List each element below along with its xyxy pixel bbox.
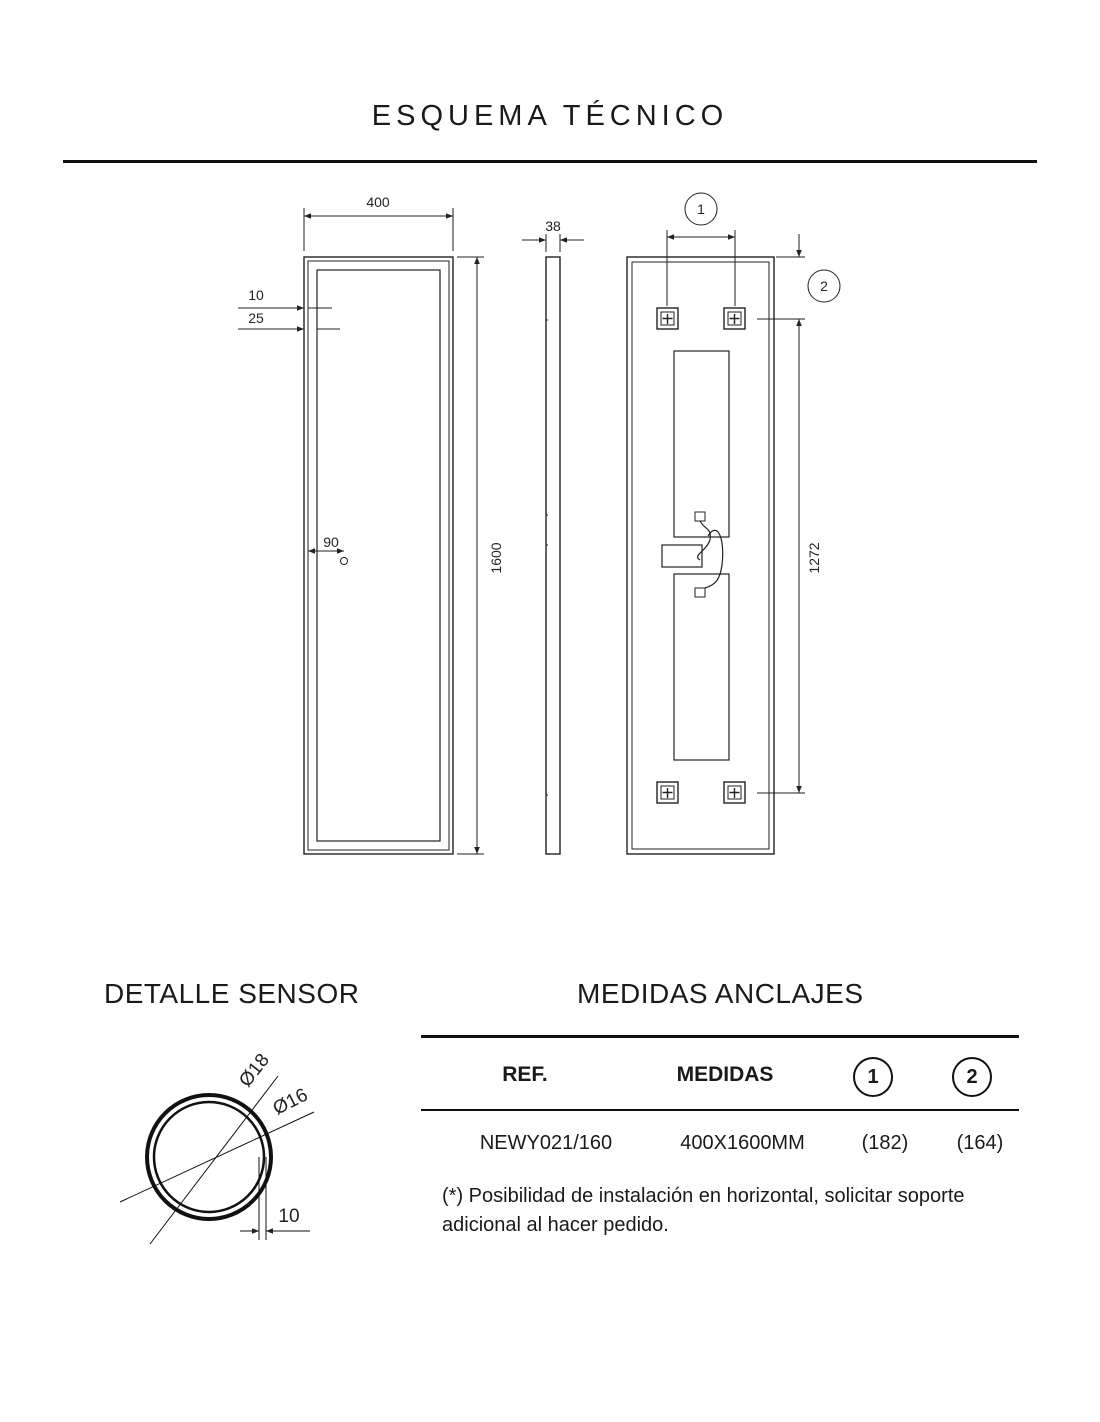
col-1-header: 1: [853, 1057, 893, 1097]
sensor-inner-diameter: Ø16: [269, 1084, 312, 1120]
row-anchor-1: (182): [861, 1132, 909, 1154]
front-view: [304, 257, 453, 854]
dim-inset: 25: [248, 310, 264, 326]
front-inner-frame: [308, 261, 449, 850]
driver-box-bottom: [674, 574, 729, 760]
cable-clip-bottom: [695, 588, 705, 597]
dim-width: 400: [366, 194, 390, 210]
side-view: [546, 257, 560, 854]
callout-2-label: 2: [820, 278, 828, 294]
cable: [698, 521, 711, 560]
dim-sensor-offset: 90: [323, 534, 339, 550]
col-2-header: 2: [952, 1057, 992, 1097]
back-view: [627, 257, 774, 854]
sensor-outer-ring: [147, 1095, 271, 1219]
callout-1-label: 1: [697, 201, 705, 217]
dim-height: 1600: [488, 542, 504, 574]
dim-anchor-spacing: 1272: [806, 542, 822, 574]
sensor-mark: [341, 558, 348, 565]
anchor-bottom-left: [657, 782, 678, 803]
table-top-rule: [421, 1035, 1019, 1038]
cable-clip-top: [695, 512, 705, 521]
side-profile: [546, 257, 560, 854]
anchor-bottom-right: [724, 782, 745, 803]
connector-block: [662, 545, 702, 567]
back-dimensions: [667, 193, 840, 793]
driver-box-top: [674, 351, 729, 537]
front-dimensions: [238, 208, 484, 854]
row-ref: NEWY021/160: [479, 1132, 613, 1154]
row-anchor-2: (164): [956, 1132, 1004, 1154]
sensor-inner-ring: [154, 1102, 264, 1212]
anchors-section-title: MEDIDAS ANCLAJES: [577, 978, 864, 1009]
front-glass-edge: [317, 270, 440, 841]
installation-note: (*) Posibilidad de instalación en horizontal, solicitar soporte adicional al hacer pedido.: [442, 1185, 965, 1236]
front-outer-frame: [304, 257, 453, 854]
row-medidas: 400X1600MM: [680, 1132, 805, 1154]
dim-frame: 10: [248, 287, 264, 303]
sensor-section-title: DETALLE SENSOR: [104, 978, 360, 1009]
sensor-outer-diameter: Ø18: [235, 1049, 274, 1092]
dim-depth: 38: [545, 218, 561, 234]
col-ref-header: REF.: [502, 1063, 548, 1086]
anchor-top-left: [657, 308, 678, 329]
table-header-rule: [421, 1109, 1019, 1111]
col-medidas-header: MEDIDAS: [676, 1063, 774, 1086]
page-title: ESQUEMA TÉCNICO: [371, 100, 729, 132]
anchor-top-right: [724, 308, 745, 329]
side-dimensions: [522, 234, 584, 252]
sensor-depth: 10: [278, 1206, 300, 1227]
